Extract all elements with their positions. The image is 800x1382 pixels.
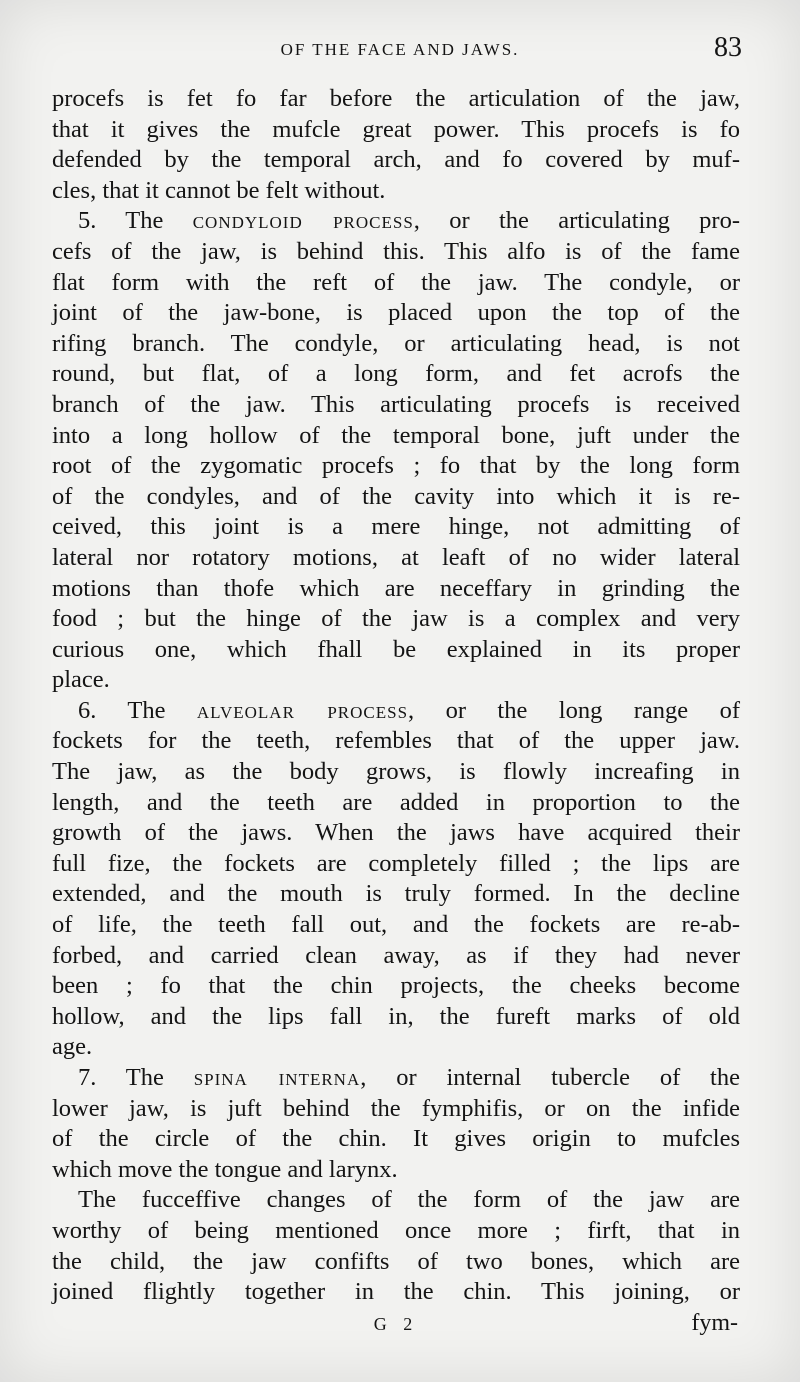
- text-line: [52, 1063, 740, 1094]
- text-line: defended by the temporal arch, and fo covered by muf-: [52, 146, 740, 174]
- text-line: growth of the jaws. When the jaws have acquired their: [52, 819, 740, 847]
- section-term: spina interna: [193, 1064, 361, 1091]
- text-line: ceived, this joint is a mere hinge, not admitting of: [52, 513, 740, 541]
- text-line: round, but flat, of a long form, and fet acrofs the: [52, 360, 740, 388]
- text-line: place.: [52, 666, 110, 694]
- text-line: the child, the jaw confifts of two bones, which are: [52, 1247, 740, 1275]
- text-line-suffix: , or internal tubercle of the: [360, 1064, 740, 1091]
- text-line: lower jaw, is juft behind the fymphifis, or on the infide: [52, 1094, 740, 1122]
- text-line-prefix: 5. The: [78, 207, 193, 235]
- text-line: flat form with the reft of the jaw. The condyle, or: [52, 268, 740, 296]
- text-line: procefs is fet fo far before the articulation of the jaw,: [52, 85, 740, 112]
- text-line: hollow, and the lips fall in, the fureft marks of old: [52, 1002, 740, 1030]
- text-line: branch of the jaw. This articulating procefs is received: [52, 390, 740, 418]
- text-line: root of the zygomatic procefs ; fo that by the long form: [52, 452, 740, 480]
- page-number: 83: [714, 32, 742, 63]
- text-line: worthy of being mentioned once more ; firft, that in: [52, 1216, 740, 1244]
- text-line: been ; fo that the chin projects, the cheeks become: [52, 972, 740, 1000]
- text-line: of life, the teeth fall out, and the fockets are re-ab-: [52, 911, 740, 939]
- text-line-prefix: 6. The: [78, 696, 197, 724]
- text-line: food ; but the hinge of the jaw is a complex and very: [52, 605, 740, 633]
- text-line: [52, 696, 740, 727]
- text-line: [52, 206, 740, 237]
- text-line: which move the tongue and larynx.: [52, 1155, 398, 1183]
- text-line: The jaw, as the body grows, is flowly increafing in: [52, 758, 740, 786]
- text-line: forbed, and carried clean away, as if they had never: [52, 941, 740, 969]
- text-line: cles, that it cannot be felt without.: [52, 176, 386, 204]
- text-line: age.: [52, 1033, 93, 1061]
- page-footer: [52, 1308, 740, 1342]
- text-line: of the circle of the chin. It gives origin to mufcles: [52, 1125, 740, 1153]
- section-term: alveolar process: [196, 696, 409, 724]
- text-line: full fize, the fockets are completely filled ; the lips are: [52, 849, 740, 877]
- text-line: motions than thofe which are neceffary in grinding the: [52, 574, 740, 602]
- text-line: rifing branch. The condyle, or articulating head, is not: [52, 329, 740, 357]
- text-line: The fucceffive changes of the form of the jaw are: [78, 1186, 740, 1214]
- text-line: cefs of the jaw, is behind this. This alfo is of the fame: [52, 237, 740, 265]
- running-head: OF THE FACE AND JAWS.: [280, 40, 520, 59]
- page-header: [0, 32, 800, 66]
- text-line: that it gives the mufcle great power. This procefs is fo: [52, 115, 740, 143]
- text-line: joint of the jaw-bone, is placed upon the top of the: [52, 299, 740, 327]
- text-body: [52, 84, 740, 1308]
- signature-mark: G 2: [373, 1314, 419, 1334]
- text-line: curious one, which fhall be explained in its proper: [52, 635, 740, 663]
- catchword: fym-: [691, 1310, 738, 1336]
- section-term: condyloid process: [192, 207, 414, 235]
- text-line: of the condyles, and of the cavity into which it is re-: [52, 482, 740, 510]
- text-line: into a long hollow of the temporal bone, juft under the: [52, 421, 740, 449]
- text-line-suffix: , or the articulating pro-: [413, 207, 740, 235]
- text-line: lateral nor rotatory motions, at leaft of no wider lateral: [52, 543, 740, 571]
- text-line: extended, and the mouth is truly formed. In the decline: [52, 880, 740, 908]
- text-line-suffix: , or the long range of: [408, 696, 740, 724]
- text-line: length, and the teeth are added in proportion to the: [52, 788, 740, 816]
- text-line: fockets for the teeth, refembles that of the upper jaw.: [52, 727, 740, 755]
- text-line: joined flightly together in the chin. This joining, or: [52, 1278, 740, 1306]
- text-line-prefix: 7. The: [78, 1064, 194, 1091]
